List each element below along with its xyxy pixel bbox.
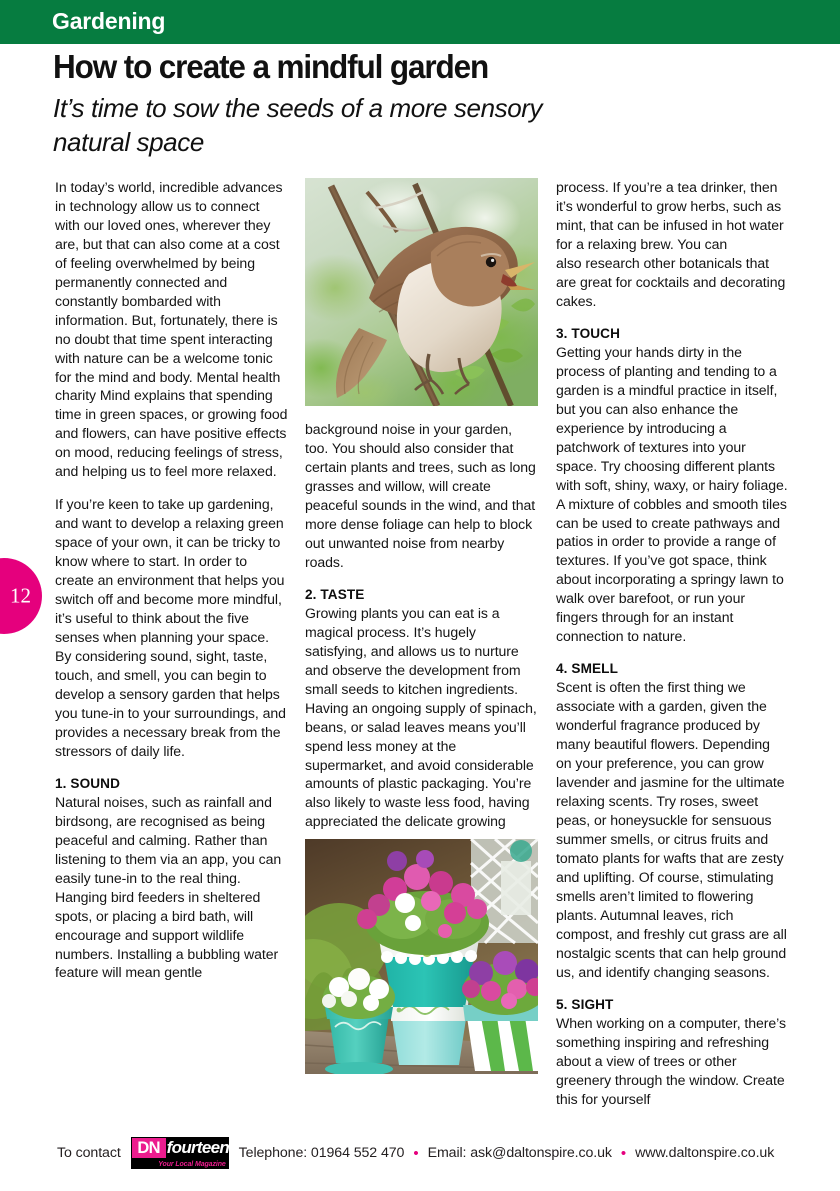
footer-website[interactable]: www.daltonspire.co.uk	[635, 1145, 775, 1161]
logo-tagline: Your Local Magazine	[158, 1161, 226, 1168]
footer-email[interactable]: Email: ask@daltonspire.co.uk	[427, 1145, 612, 1161]
paragraph-sight: When working on a computer, there’s something inspiring and refreshing about a view of trees or other greenery through the window. Create this for yourself	[556, 1015, 786, 1107]
page-footer	[0, 1133, 840, 1173]
bird-photo	[305, 178, 538, 406]
paragraph-taste-continued: process. If you’re a tea drinker, then it’s wonderful to grow herbs, such as mint, that can be infused in hot water for a relaxing brew. You can	[556, 179, 784, 252]
paragraph-taste-continued-2: also research other botanicals that are great for cocktails and decorating cakes.	[556, 254, 786, 309]
footer-separator-dot-2: •	[620, 1144, 627, 1162]
heading-sound: 1. SOUND	[55, 775, 121, 791]
logo-dn-mark: DN	[132, 1138, 166, 1158]
column-three	[556, 178, 789, 1109]
footer-separator-dot-1: •	[413, 1144, 419, 1162]
paragraph-sound-continued: background noise in your garden, too. You should also consider that certain plants and trees, such as long grasses and willow, will create peaceful sounds in the wind, and that more dense foliage can help to block out unwanted noise from nearby roads.	[305, 421, 536, 570]
column-one	[55, 178, 288, 982]
paragraph-smell: Scent is often the first thing we associate with a garden, given the wonderful fragrance produced by many beautiful flowers. Depending on your preference, you can grow lavender and jasmine for the ultimate relaxing scents. Try roses, sweet peas, or honeysuckle for sensuous summer smells, or citrus fruits and tomato plants for wafts that are zesty and uplifting. Of course, stimulating smells aren’t limited to flowering plants. Autumnal leaves, rich compost, and freshly cut grass are all nostalgic scents that can help ground us, and identify changing seasons.	[556, 679, 787, 980]
paragraph-intro-2: If you’re keen to take up gardening, and want to develop a relaxing green space of your own, it can be tricky to know where to start. In order to create an environment that helps you switch off and become more mindful, it’s useful to think about the five senses when planning your space. By considering sound, sight, taste, touch, and smell, you can begin to develop a sensory garden that helps you tune-in to your surroundings, and provides a necessary break from the stressors of daily life.	[55, 496, 286, 759]
paragraph-sound: Natural noises, such as rainfall and birdsong, are recognised as being peaceful and calming. Rather than listening to them via an app, you can easily tune-in to the real thing. Hanging bird feeders in sheltered spots, or placing a bird bath, will encourage and support wildlife numbers. Installing a bubbling water feature will mean gentle	[55, 793, 282, 981]
column-two	[305, 178, 538, 1074]
logo-fourteen-word: fourteen	[166, 1138, 230, 1157]
heading-sight: 5. SIGHT	[556, 996, 614, 1012]
paragraph-touch: Getting your hands dirty in the process of planting and tending to a garden is a mindful practice in itself, but you can also enhance the experience by introducing a patchwork of textures into your space. Try choosing different plants with soft, shiny, waxy, or hairy foliage. A mixture of cobbles and smooth tiles can be used to create pathways and patios in order to provide a range of textures. If you’ve got space, think about incorporating a springy lawn to walk over barefoot, or run your fingers through for an instant connection to nature.	[556, 343, 788, 645]
flower-pots-photo	[305, 839, 538, 1074]
paragraph-taste: Growing plants you can eat is a magical process. It’s hugely satisfying, and allows us to nurture and observe the development from small seeds to kitchen ingredients. Having an ongoing supply of spinach, beans, or salad leaves means you’ll spend less money at the supermarket, and avoid considerable amounts of plastic packaging. You’re also likely to waste less food, having appreciated the delicate growing	[305, 604, 537, 830]
heading-touch: 3. TOUCH	[556, 325, 620, 341]
section-header-bar	[0, 0, 840, 44]
heading-smell: 4. SMELL	[556, 661, 618, 677]
paragraph-intro-1: In today’s world, incredible advances in technology allow us to connect with our loved ones, wherever they are, but that can also come at a cost of feeling overwhelmed by being permanently connected and constantly bombarded with information. But, fortunately, there is no doubt that time spent interacting with nature can be a welcome tonic for the mind and body. Mental health charity Mind explains that spending time in green spaces, or growing food and flowers, can have positive effects on mood, reducing feelings of stress, and helping us to feel more relaxed.	[55, 179, 288, 480]
standfirst: It’s time to sow the seeds of a more sensory natural space	[53, 92, 543, 157]
footer-to-contact-label: To contact	[57, 1145, 121, 1161]
page-number: 12	[10, 583, 31, 608]
article-columns	[0, 178, 840, 1128]
footer-telephone: Telephone: 01964 552 470	[238, 1145, 405, 1161]
heading-taste: 2. TASTE	[305, 586, 365, 602]
section-title: Gardening	[52, 8, 166, 34]
page-title: How to create a mindful garden	[53, 49, 489, 86]
dnfourteen-logo	[131, 1137, 229, 1169]
headline-block	[53, 50, 543, 159]
